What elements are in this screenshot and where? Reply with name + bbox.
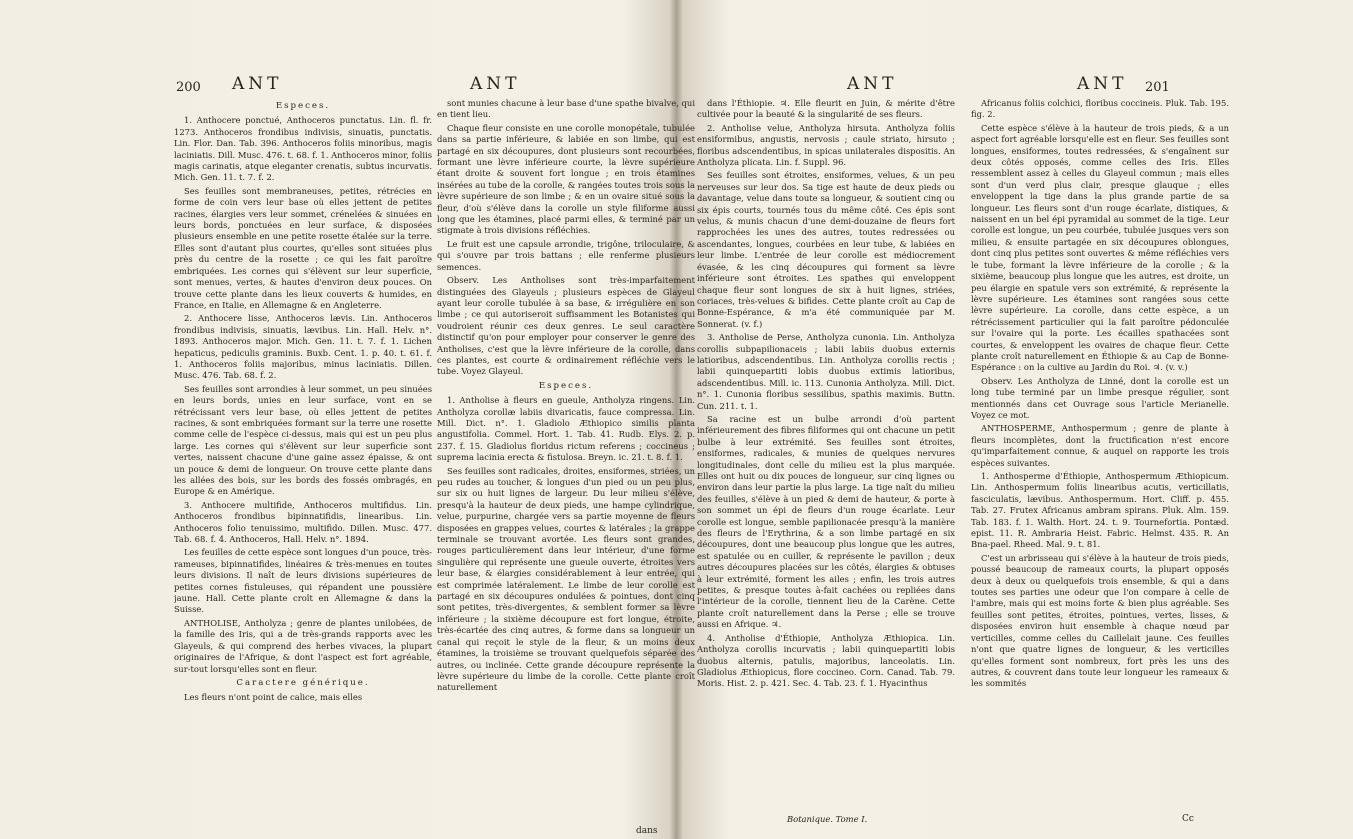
section-heading: Caractere générique.	[236, 677, 370, 688]
paragraph: Ses feuilles sont membraneuses, petites, rétrécies en forme de coin vers leur base où elles jettent de petites racines, élargies vers leur sommet, crénelées & sinuées en leurs bords, ponctuées en leur surface, & disposées plusieurs ensemble en une petite rosette étalée sur la terre. Elles sont d'autant plus courtes, qu'elles sont situées plus près du centre de la rosette ; ce qui les fait paroître embriquées. Les cornes qui s'élèvent sur leur superficie, sont menues, vertes, & hautes d'environ deux pouces. On trouve cette plante dans les lieux couverts & humides, en France, en Italie, en Allemagne & en Angleterre.	[174, 185, 432, 310]
paragraph: Observ. Les Antholises sont très-imparfaitement distinguées des Glayeuls ; plusieurs espèces de Glayeul ayant leur corolle tubulée à sa base, & irrégulière en son limbe ; ce qui autoriseroit suffisamment les Botanistes qui voudroient réunir ces deux genres. Le seul caractère distinctif qu'on pour employer pour conserver le genre des Antholises, c'est que la lèvre inférieure de la corolle, dans ces plantes, est courte & ordinairement réfléchie vers le tube. Voyez Glayeul.	[437, 275, 695, 377]
text-column-left-2	[437, 98, 695, 838]
paragraph: ANTHOSPERME, Anthospermum ; genre de plante à fleurs incomplètes, dont la fructification n'est encore qu'imparfaitement connue, & auquel on rapporte les trois espèces suivantes.	[971, 423, 1229, 468]
right-running-head	[677, 70, 1353, 98]
paragraph: C'est un arbrisseau qui s'élève à la hauteur de trois pieds, poussé beaucoup de rameaux courts, la plupart opposés deux à deux ou quelquefois trois ensemble, & qui a dans toutes ses parties une odeur que l'on compare à celle de l'ambre, mais qui est moins forte & bien plus agréable. Ses feuilles sont petites, étroites, pointues, vertes, lisses, & disposées environ huit ensemble à chaque nœud par verticilles, comme celles du Caillelait jaune. Ces feuilles n'ont que quatre lignes de longueur, & les verticilles qu'elles forment sont nombreux, fort près les uns des autres, & couvrent dans toute leur longueur les rameaux & les sommités	[971, 552, 1229, 689]
paragraph: 1. Antholise à fleurs en gueule, Antholyza ringens. Lin. Antholyza corollæ labiis divaricatis, fauce compressa. Lin. Mill. Dict. n°. 1. Gladiolo Æthiopico similis planta angustifolia. Commel. Hort. 1. Tab. 41. Rudb. Elys. 2. p. 237. f. 15. Gladiolus floridus rictum referens ; coccineus ; suprema lacinia erecta & fistulosa. Breyn. ic. 21. t. 8. f. 1.	[437, 395, 695, 463]
paragraph: dans l'Éthiopie. ♃. Elle fleurit en Juin, & mérite d'être cultivée pour la beauté & la singularité de ses fleurs.	[697, 98, 955, 120]
paragraph: 1. Anthocere ponctué, Anthoceros punctatus. Lin. fl. fr. 1273. Anthoceros frondibus indivisis, sinuatis, punctatis. Lin. Flor. Dan. Tab. 396. Anthoceros foliis minoribus, magis laciniatis. Dill. Musc. 476. t. 68. f. 1. Anthoceros minor, foliis magis carinatis, atque eleganter crenatis, subtus incurvatis. Mich. Gen. 11. t. 7. f. 2.	[174, 115, 432, 183]
running-title: ANT	[470, 74, 521, 94]
running-title: ANT	[232, 74, 283, 94]
paragraph: Cette espèce s'élève à la hauteur de trois pieds, & a un aspect fort agréable lorsqu'elle est en fleur. Ses feuilles sont longues, ensiformes, toutes redressées, & s'engaînent sur deux côtés opposés, comme celles des Iris. Elles ressemblent assez à celles du Glayeul commun ; mais elles sont d'un verd plus clair, presque glauque ; elles enveloppent la tige dans la plus grande partie de sa longueur. Les fleurs sont d'un rouge écarlate, distiques, & naissent en un bel épi pyramidal au sommet de la tige. Leur corolle est longue, un peu courbée, tubulée jusques vers son milieu, & ensuite partagée en six découpures oblongues, dont cinq plus petites sont ouvertes & même réfléchies vers le tube, formant la lèvre inférieure de la corolle ; & la sixième, beaucoup plus longue que les autres, est droite, un peu élargie en spatule vers son extrémité, & représente la lèvre supérieure. Les étamines sont rangées sous cette lèvre supérieure. La corolle, dans cette espèce, a un rétrécissement particulier qui la fait paroître pédonculée sur l'ovaire qui la porte. Les écailles spathacées sont courtes, & enveloppent les ovaires de chaque fleur. Cette plante croît naturellement en Éthiopie & au Cap de Bonne-Espérance : on la cultive au Jardin du Roi. ♃. (v. v.)	[971, 122, 1229, 373]
footer-volume: Botanique. Tome I.	[787, 814, 868, 824]
paragraph: Les feuilles de cette espèce sont longues d'un pouce, très-rameuses, bipinnatifides, linéaires & très-menues en toutes leurs divisions. Il naît de leurs divisions supérieures de petites cornes fistuleuses, qui répandent une poussière jaune. Hall. Cette plante croît en Allemagne & dans la Suisse.	[174, 547, 432, 615]
paragraph: Le fruit est une capsule arrondie, trigône, triloculaire, & qui s'ouvre par trois battans ; elle renferme plusieurs semences.	[437, 238, 695, 272]
paragraph: sont munies chacune à leur base d'une spathe bivalve, qui en tient lieu.	[437, 98, 695, 120]
section-heading: Especes.	[275, 101, 331, 111]
paragraph: Les fleurs n'ont point de calice, mais elles	[184, 692, 363, 703]
paragraph: 3. Antholise de Perse, Antholyza cunonia. Lin. Antholyza corollis subpapilionaceis ; labii labiis duobus externis latioribus, adscendentibus. Lin. Antholyza corollis rectis ; labii quinquepartiti lobis duobus extimis latioribus, adscendentibus. Mill. ic. 113. Cunonia Antholyza. Mill. Dict. n°. 1. Cunonia floribus sessilibus, spathis maximis. Buttn. Cun. 211. t. 1.	[697, 332, 955, 411]
paragraph: ANTHOLISE, Antholyza ; genre de plantes unilobées, de la famille des Iris, qui a de très-grands rapports avec les Glayeuls, & qui comprend des herbes vivaces, la plupart originaires de l'Afrique, & dont l'aspect est fort agréable, sur-tout lorsqu'elles sont en fleur.	[174, 617, 432, 674]
running-title: ANT	[847, 74, 898, 94]
left-page	[0, 72, 695, 836]
paragraph: Sa racine est un bulbe arrondi d'où partent inférieurement des fibres filiformes qui ont chacune un petit bulbe à leur extrémité. Ses feuilles sont étroites, ensiformes, radicales, & munies de quelques nervures longitudinales, dont celle du milieu est la plus marquée. Elles ont huit ou dix pouces de longueur, sur cinq lignes ou environ dans leur partie la plus large. La tige naît du milieu des feuilles, s'élève à un pied & demi de hauteur, & porte à son sommet un épi de fleurs d'un rouge écarlate. Leur corolle est longue, semble papilionacée presqu'à la manière des fleurs de l'Erythrina, & a son limbe partagé en six découpures, dont une beaucoup plus longue que les autres, est spatulée ou en cuiller, & représente le pavillon ; deux autres découpures placées sur les côtés, élargies & obtuses à leur extrémité, forment les ailes ; enfin, les trois autres petites, & presque toutes à-fait cachées ou repliées dans l'intérieur de la corolle, tiennent lieu de la Carène. Cette plante croît naturellement dans la Perse ; elle se trouve aussi en Afrique. ♃.	[697, 413, 955, 630]
paragraph: 1. Anthosperme d'Éthiopie, Anthospermum Æthiopicum. Lin. Anthospermum foliis linearibus acutis, verticillatis, fasciculatis, lævibus. Anthospermum. Hort. Cliff. p. 455. Tab. 27. Frutex Africanus ambram spirans. Pluk. Alm. 159. Tab. 183. f. 1. Walth. Hort. 24. t. 9. Tournefortia. Pontæd. epist. 11. R. Ambraria Heist. Fabric. Helmst. 435. R. An Bna-pael. Rheed. Mal. 9. t. 81.	[971, 471, 1229, 550]
paragraph: Ses feuilles sont arrondies à leur sommet, un peu sinuées en leurs bords, unies en leur surface, vont en se rétrécissant vers leur base, où elles jettent de petites racines, & sont embriquées formant sur la terre une rosette comme celle de l'espèce ci-dessus, mais qui est un peu plus large. Les cornes qui s'élèvent sur leur superficie sont vertes, naissent chacune d'une gaine assez épaisse, & ont un pouce & demi de longueur. On trouve cette plante dans les allées des bois, sur les bords des fossés ombragés, en Europe & en Amérique.	[174, 383, 432, 497]
paragraph: 4. Antholise d'Éthiopie, Antholyza Æthiopica. Lin. Antholyza corollis incurvatis ; labii quinquepartiti lobis duobus alternis, patulis, majoribus, lanceolatis. Lin. Gladiolus Æthiopicus, flore coccineo. Corn. Canad. Tab. 79. Moris. Hist. 2. p. 421. Sec. 4. Tab. 23. f. 1. Hyacinthus	[697, 632, 955, 689]
running-title: ANT	[1077, 74, 1128, 94]
section-heading: Especes.	[538, 380, 594, 391]
signature-mark: Cc	[1182, 814, 1194, 824]
paragraph: Africanus foliis colchici, floribus coccineis. Pluk. Tab. 195. fig. 2.	[971, 98, 1229, 120]
paragraph: Ses feuilles sont radicales, droites, ensiformes, striées, un peu rudes au toucher, & longues d'un pied ou un peu plus, sur six ou huit lignes de largeur. Du leur milieu s'élève, presqu'à la hauteur de deux pieds, une hampe cylindrique, velue, purpurine, chargée vers sa partie moyenne de fleurs disposées en grappes velues, courtes & latérales ; la grappe terminale se trouvant avortée. Les fleurs sont grandes, rouges particulièrement dans leur intérieur, d'une forme singulière qui représente une gueule ouverte, étroites vers leur base, & élargies considérablement à leur entrée, qui est comprimée latéralement. Le limbe de leur corolle est partagé en six découpures ondulées & pointues, dont cinq sont petites, très-divergentes, & semblent former sa lèvre inférieure ; la sixième découpure est fort longue, étroite, très-écartée des cinq autres, & forme dans sa longueur un canal qui reçoit le style de la fleur, & un moins deux étamines, la troisième se trouvant quelquefois séparée des autres, ou inclinée. Cette grande découpure représente la lèvre supérieure du limbe de la corolle. Cette plante croît naturellement	[437, 465, 695, 693]
paragraph: Observ. Les Antholyza de Linné, dont la corolle est un long tube terminé par un limbe presque régulier, sont mentionnés dans cet Ouvrage sous l'article Merianelle. Voyez ce mot.	[971, 375, 1229, 420]
page-number: 201	[1145, 80, 1170, 95]
right-page	[677, 72, 1353, 832]
catchword: dans	[636, 826, 658, 836]
paragraph: 2. Antholise velue, Antholyza hirsuta. Antholyza foliis ensiformibus, angustis, nervosis ; caule striato, hirsuto ; floribus adscendentibus, in spicas unilaterales dispositis. An Antholyza plicata. Lin. f. Suppl. 96.	[697, 122, 955, 168]
paragraph: 3. Anthocere multifide, Anthoceros multifidus. Lin. Anthoceros frondibus bipinnatifidis, linearibus. Lin. Anthoceros folio tenuissimo, multifido. Dillen. Musc. 477. Tab. 68. f. 4. Anthoceros, Hall. Helv. n°. 1894.	[174, 499, 432, 545]
left-running-head	[0, 70, 676, 98]
paragraph: 2. Anthocere lisse, Anthoceros lævis. Lin. Anthoceros frondibus indivisis, sinuatis, lævibus. Lin. Hall. Helv. n°. 1893. Anthoceros major. Mich. Gen. 11. t. 7. f. 1. Lichen hepaticus, pediculis graminis. Buxb. Cent. 1. p. 40. t. 61. f. 1. Anthoceros foliis majoribus, minus laciniatis. Dillen. Musc. 476. Tab. 68. f. 2.	[174, 313, 432, 381]
page-number: 200	[176, 80, 201, 95]
text-column-right-2	[971, 98, 1229, 810]
text-column-left-1	[174, 98, 432, 838]
paragraph: Ses feuilles sont étroites, ensiformes, velues, & un peu nerveuses sur leur dos. Sa tige est haute de deux pieds ou davantage, velue dans toute sa longueur, & soutient cinq ou six épis courts, tournés tous du même côté. Ces épis sont velus, & munis chacun d'une demi-douzaine de fleurs fort rapprochées les unes des autres, toutes redressées ou ascendantes, longues, courbées en leur tube, & labiées en leur limbe. L'entrée de leur corolle est médiocrement évasée, & les cinq découpures qui forment sa lèvre inférieure sont étroites. Les spathes qui enveloppent chaque fleur sont longues de six à huit lignes, striées, coriaces, très-velues & bifides. Cette plante croît au Cap de Bonne-Espérance, & m'a été communiquée par M. Sonnerat. (v. f.)	[697, 170, 955, 329]
paragraph: Chaque fleur consiste en une corolle monopétale, tubulée dans sa partie inférieure, & labiée en son limbe, qui est partagé en six découpures, dont plusieurs sont recourbées, formant une lèvre inférieure courte, la lèvre supérieure étant droite & souvent fort longue ; en trois étamines insérées au tube de la corolle, & rangées toutes trois sous la lèvre supérieure de son limbe ; & en un ovaire situé sous la fleur, d'où s'élève dans la corolle un style filiforme aussi long que les étamines, placé parmi elles, & terminé par un stigmate à trois divisions réfléchies.	[437, 122, 695, 236]
text-column-right-1	[697, 98, 955, 810]
